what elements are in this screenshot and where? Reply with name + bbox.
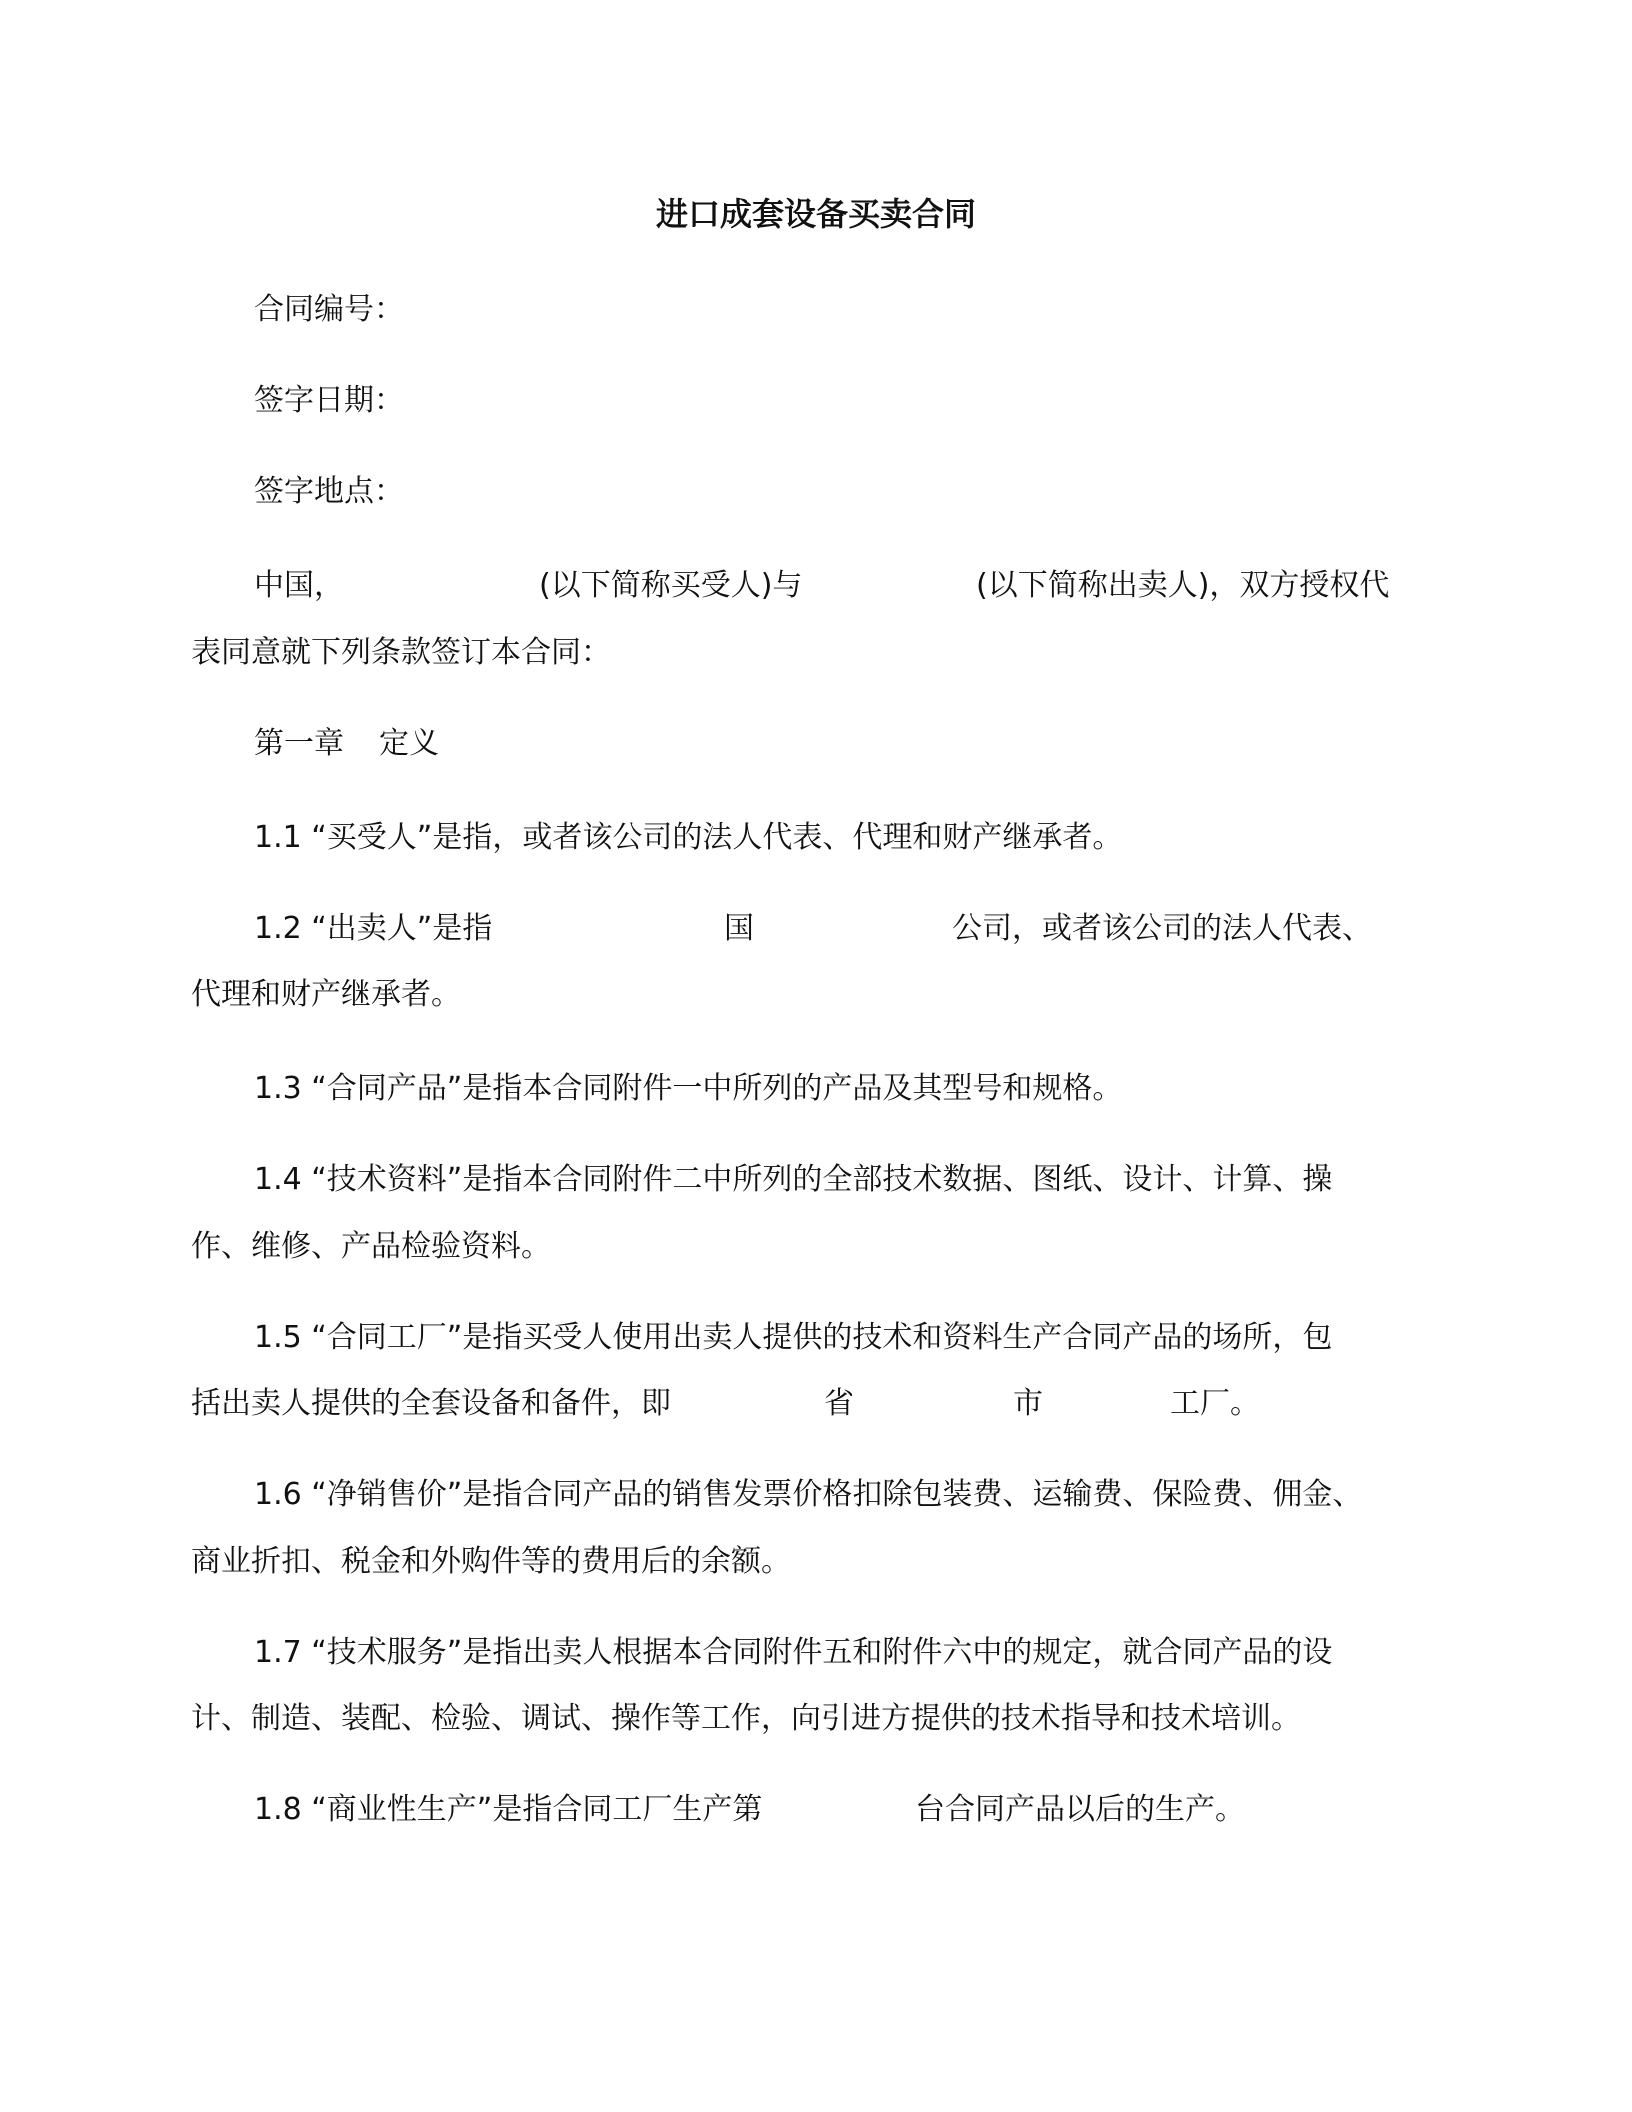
clause-1-8-part-b: 台合同产品以后的生产。: [915, 1792, 1245, 1827]
chapter-number: 第一章: [254, 726, 344, 761]
preamble-country: 中国，: [254, 568, 344, 603]
sign-date-label: 签字日期：: [254, 383, 404, 418]
clause-1-2-part-b: 国: [724, 911, 754, 946]
clause-1-6-line-2: 商业折扣、税金和外购件等的费用后的余额。: [191, 1544, 791, 1579]
contract-number-label: 合同编号：: [254, 292, 404, 327]
clause-1-5-factory: 工厂。: [1170, 1386, 1260, 1421]
clause-1-5-line-1: 1.5 “合同工厂”是指买受人使用出卖人提供的技术和资料生产合同产品的场所，包: [254, 1320, 1333, 1355]
preamble-line-2: 表同意就下列条款签订本合同：: [191, 635, 611, 670]
clause-1-5-city: 市: [1013, 1386, 1043, 1421]
clause-1-7-line-1: 1.7 “技术服务”是指出卖人根据本合同附件五和附件六中的规定，就合同产品的设: [254, 1635, 1333, 1670]
clause-1-5-province: 省: [824, 1386, 854, 1421]
clause-1-2-line-2: 代理和财产继承者。: [191, 977, 461, 1012]
clause-1-4-line-2: 作、维修、产品检验资料。: [191, 1229, 551, 1264]
clause-1-2-part-a: 1.2 “出卖人”是指: [254, 911, 493, 946]
clause-1-6-line-1: 1.6 “净销售价”是指合同产品的销售发票价格扣除包装费、运输费、保险费、佣金、: [254, 1477, 1363, 1512]
preamble-buyer-note: (以下简称买受人)与: [539, 568, 803, 603]
clause-1-4-line-1: 1.4 “技术资料”是指本合同附件二中所列的全部技术数据、图纸、设计、计算、操: [254, 1162, 1333, 1197]
clause-1-3: 1.3 “合同产品”是指本合同附件一中所列的产品及其型号和规格。: [254, 1071, 1123, 1106]
preamble-seller-note: (以下简称出卖人)，双方授权代: [976, 568, 1390, 603]
clause-1-8-part-a: 1.8 “商业性生产”是指合同工厂生产第: [254, 1792, 763, 1827]
clause-1-1: 1.1 “买受人”是指，或者该公司的法人代表、代理和财产继承者。: [254, 820, 1123, 855]
clause-1-7-line-2: 计、制造、装配、检验、调试、操作等工作，向引进方提供的技术指导和技术培训。: [191, 1701, 1301, 1736]
document-title: 进口成套设备买卖合同: [655, 195, 976, 233]
sign-place-label: 签字地点：: [254, 474, 404, 509]
clause-1-2-part-c: 公司，或者该公司的法人代表、: [952, 911, 1372, 946]
clause-1-5-line-2-part-a: 括出卖人提供的全套设备和备件，即: [191, 1386, 671, 1421]
chapter-title: 定义: [379, 726, 439, 761]
